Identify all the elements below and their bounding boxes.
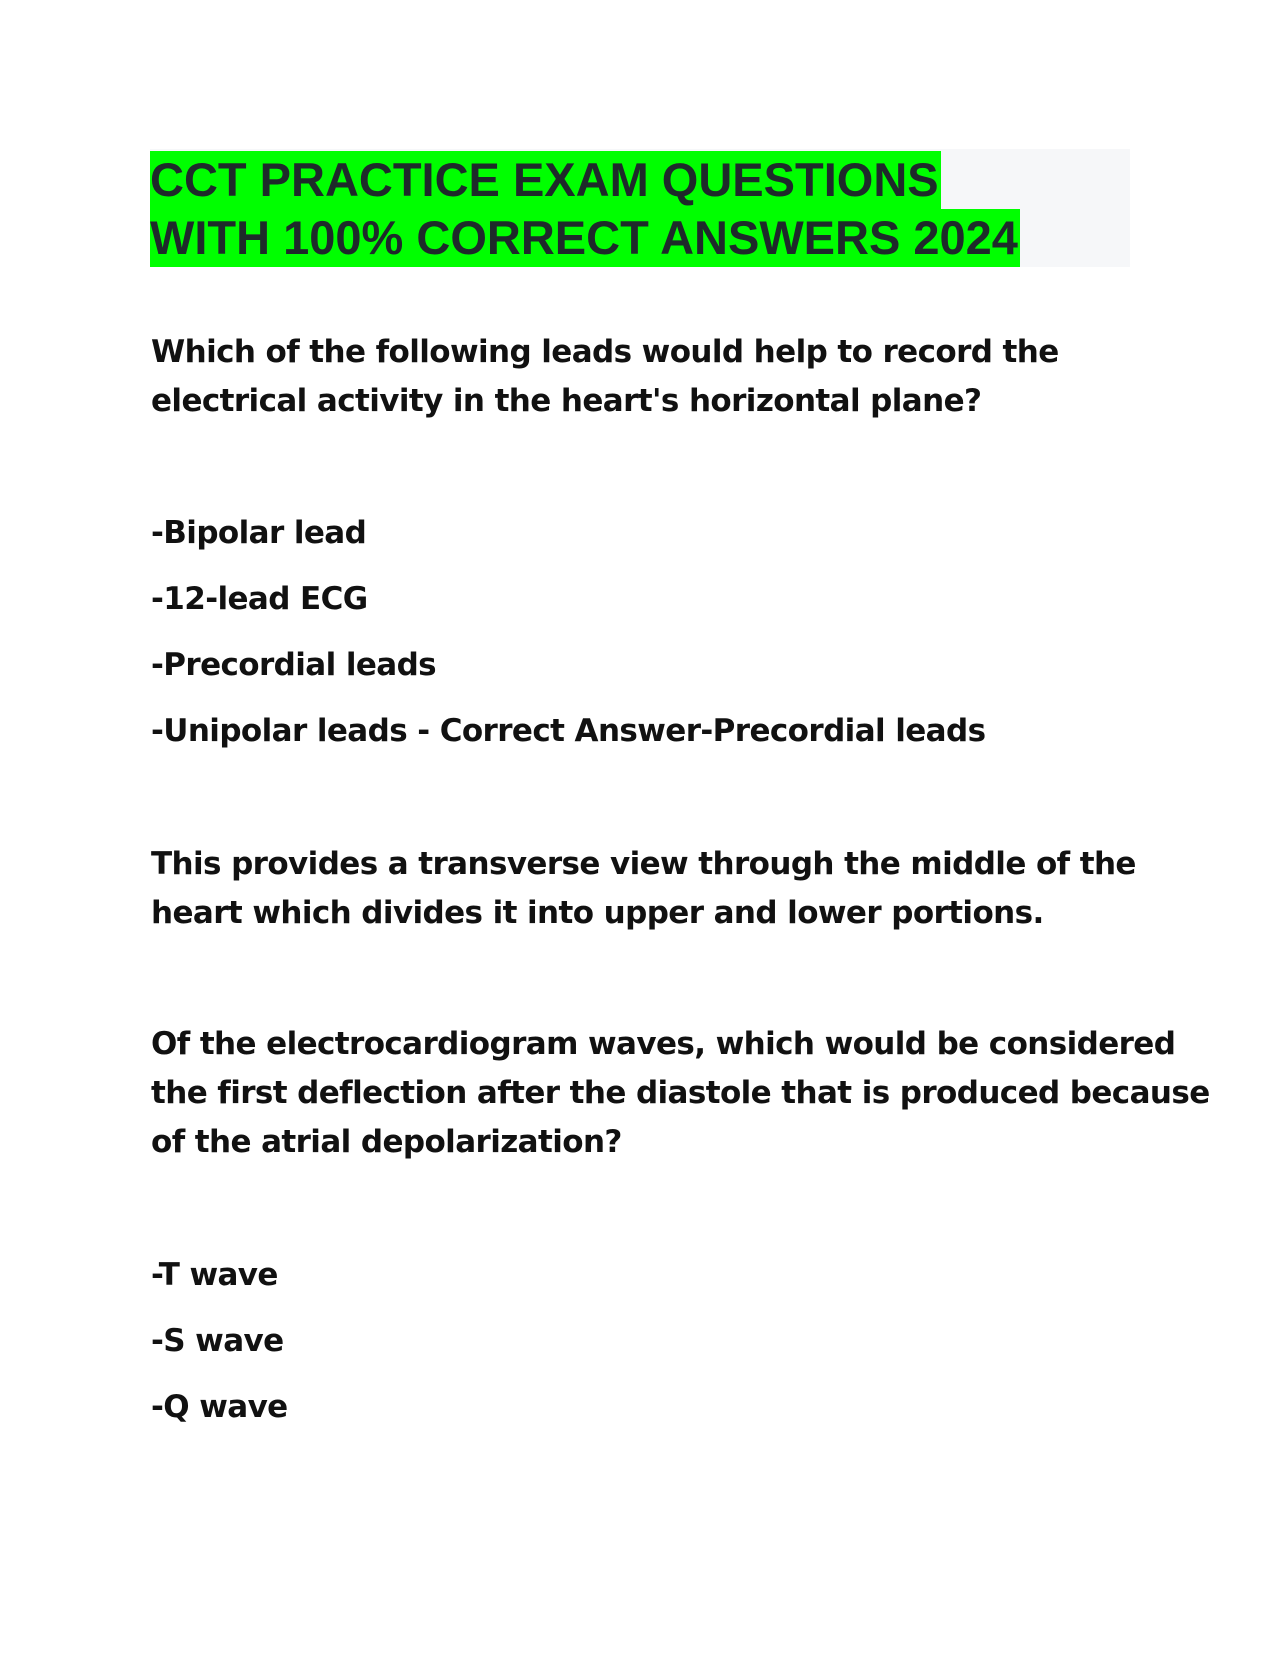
question-1-option-2: -12-lead ECG <box>151 581 368 617</box>
title-line-1: CCT PRACTICE EXAM QUESTIONS <box>150 151 941 209</box>
question-1-option-1: -Bipolar lead <box>151 515 367 551</box>
question-2-line-3: of the atrial depolarization? <box>151 1124 622 1160</box>
question-2-option-2: -S wave <box>151 1323 284 1359</box>
question-2-option-3: -Q wave <box>151 1389 288 1425</box>
question-1-line-1: Which of the following leads would help to record the <box>151 334 1059 370</box>
document-title <box>150 149 1130 267</box>
question-1-option-4-answer: -Unipolar leads - Correct Answer-Precordial leads <box>151 713 986 749</box>
title-line-2: WITH 100% CORRECT ANSWERS 2024 <box>150 209 1020 267</box>
question-2-option-1: -T wave <box>151 1257 278 1293</box>
question-1-option-3: -Precordial leads <box>151 647 437 683</box>
explanation-line-1: This provides a transverse view through the middle of the <box>151 846 1136 882</box>
question-2-line-1: Of the electrocardiogram waves, which would be considered <box>151 1026 1176 1062</box>
question-1-line-2: electrical activity in the heart's horizontal plane? <box>151 383 982 419</box>
question-2-line-2: the first deflection after the diastole that is produced because <box>151 1075 1210 1111</box>
explanation-line-2: heart which divides it into upper and lower portions. <box>151 895 1044 931</box>
